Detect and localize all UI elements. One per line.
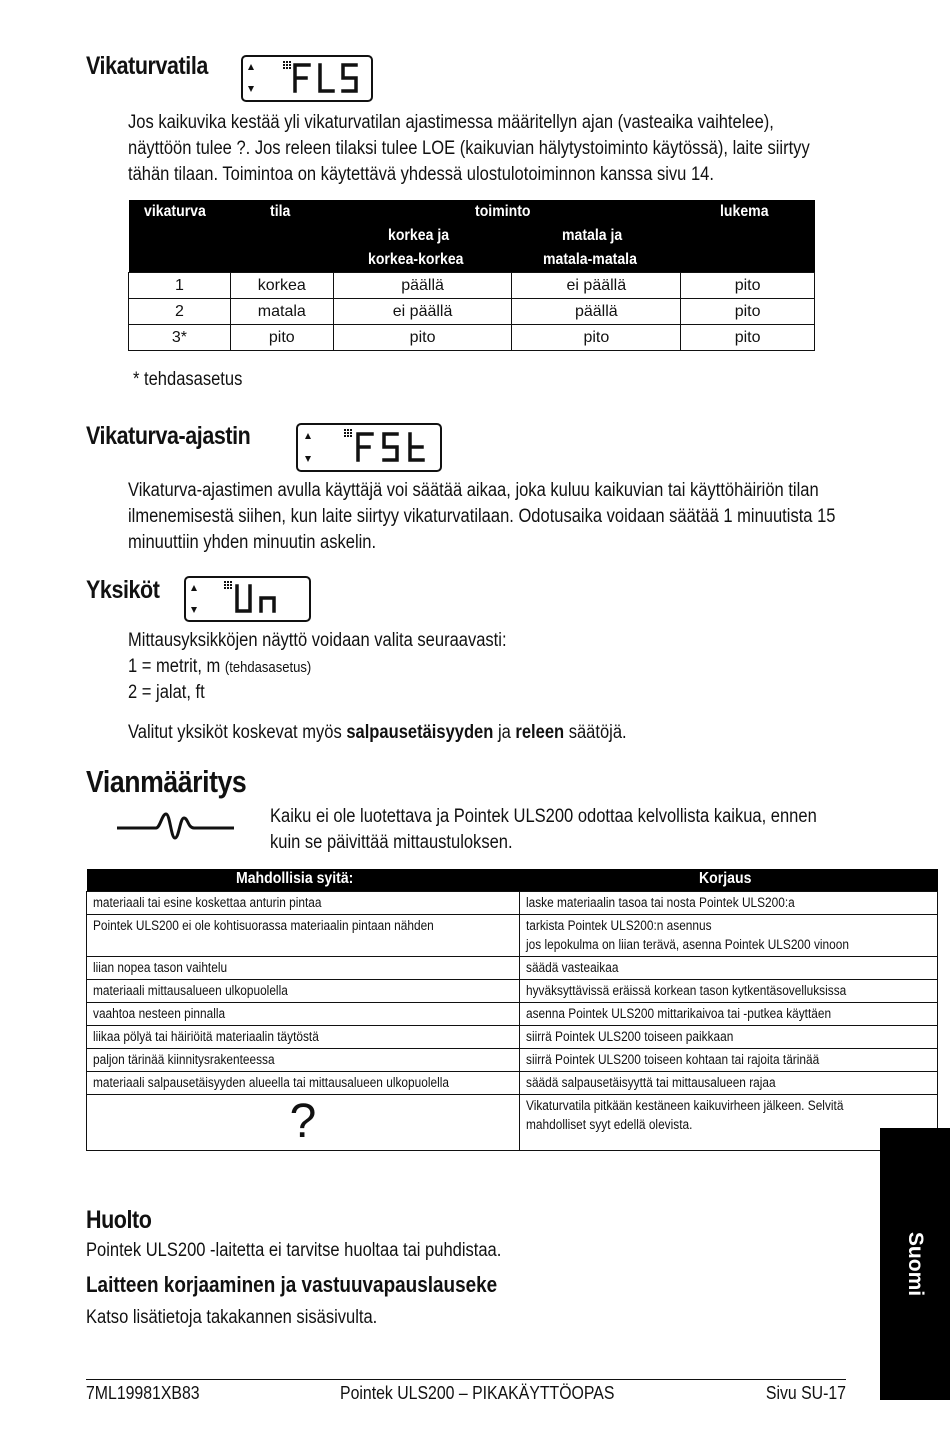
up-arrow-icon [191,585,197,591]
lcd-display-fls [241,55,373,102]
failsafe-paragraph: Jos kaikuvika kestää yli vikaturvatilan ajastimessa määritellyn ajan (vasteaika vaihtelee), näyttöön tulee ?. Jos releen tilaksi tulee LOE (kaikuvian hälytystoiminto käytössä), laite siirtyy tähän tilaan. Toimintoa on käytettävä yhdessä ulostulotoiminnon kanssa sivu 14. [128,112,810,185]
maintenance-paragraph: Pointek ULS200 -laitetta ei tarvitse huoltaa tai puhdistaa. [86,1240,502,1261]
units-intro: Mittausyksikköjen näyttö voidaan valita seuraavasti: [128,630,507,651]
table-row: 2 matala ei päällä päällä pito [129,299,815,325]
down-arrow-icon [191,607,197,613]
up-arrow-icon [248,64,254,70]
table-row: 1 korkea päällä ei päällä pito [129,273,815,299]
table-row: materiaali tai esine koskettaa anturin pintaa laske materiaalin tasoa tai nosta Pointek ULS200:a [87,892,938,915]
failsafe-heading: Vikaturvatila [86,52,208,80]
failsafe-symbol: ? [87,1095,520,1151]
echo-waveform-icon [116,808,236,844]
table-row: materiaali salpausetäisyyden alueella tai mittausalueen ulkopuolella säädä salpausetäisyyttä tai mittausalueen rajaa [87,1072,938,1095]
footer-doc-number: 7ML19981XB83 [86,1383,200,1403]
table-row: paljon tärinää kiinnitysrakenteessa siirrä Pointek ULS200 toiseen kohtaan tai rajoita tärinää [87,1049,938,1072]
table-row: liikaa pölyä tai häiriöitä materiaalin täytöstä siirrä Pointek ULS200 toiseen paikkaan [87,1026,938,1049]
table-row: 3* pito pito pito pito [129,325,815,351]
units-note: Valitut yksiköt koskevat myös salpausetäisyyden ja releen säätöjä. [128,722,627,743]
footer-rule [86,1379,846,1380]
segment-chars-fst [358,434,423,460]
footer-page-number: Sivu SU-17 [765,1383,846,1403]
down-arrow-icon [305,456,311,462]
col-header-failsafe: vikaturva [129,200,231,224]
col-header-state: tila [230,200,333,224]
timer-heading: Vikaturva-ajastin [86,422,251,450]
col-header-reading: lukema [681,200,815,224]
factory-setting-note: * tehdasasetus [133,369,243,390]
table-row: Pointek ULS200 ei ole kohtisuorassa materiaalin pintaan nähden tarkista Pointek ULS200:n asennus jos lepokulma on liian terävä, asenna Pointek ULS200 vinoon [87,915,938,957]
lcd-display-un [184,576,311,622]
col-header-causes: Mahdollisia syitä: [87,869,520,892]
lcd-display-fst [296,423,442,472]
maintenance-heading: Huolto [86,1206,152,1234]
segment-grid-icon [344,429,352,437]
failsafe-table: vikaturva tila toiminto lukema korkea ja matala ja korkea-korkea matala-matala 1 korkea päällä ei päällä pito 2 matala ei päällä päällä pito 3* pito pito pito pito [128,200,815,351]
units-heading: Yksiköt [86,576,160,604]
down-arrow-icon [248,86,254,92]
units-option-2: 2 = jalat, ft [128,682,205,703]
segment-grid-icon [224,581,232,589]
footer-title: Pointek ULS200 – PIKAKÄYTTÖOPAS [340,1383,615,1403]
diagnostics-intro: Kaiku ei ole luotettava ja Pointek ULS200 odottaa kelvollista kaikua, ennen kuin se päivittää mittaustuloksen. [270,806,817,853]
table-row: vaahtoa nesteen pinnalla asenna Pointek ULS200 mittarikaivoa tai -putkea käyttäen [87,1003,938,1026]
segment-grid-icon [283,61,291,69]
units-option-1: 1 = metrit, m (tehdasasetus) [128,656,312,677]
segment-chars-fls [295,65,356,91]
language-tab [880,1128,950,1400]
timer-paragraph: Vikaturva-ajastimen avulla käyttäjä voi säätää aikaa, joka kuluu kaikuvian tai käyttöhäiriön tilan ilmenemisestä siihen, kun laite siirtyy vikaturvatilaan. Odotusaika voidaan säätää 1 minuutista 15 minuuttiin yhden minuutin askelin. [128,480,836,553]
table-row: materiaali mittausalueen ulkopuolella hyväksyttävissä eräissä korkean tason kytkentäsovelluksissa [87,980,938,1003]
table-row: ? Vikaturvatila pitkään kestäneen kaikuvirheen jälkeen. Selvitä mahdolliset syyt edellä olevista. [87,1095,938,1151]
diagnostics-heading: Vianmääritys [86,764,247,799]
table-row: liian nopea tason vaihtelu säädä vasteaikaa [87,957,938,980]
col-header-function: toiminto [333,200,681,224]
language-tab-label: Suomi [904,1231,927,1297]
repair-heading: Laitteen korjaaminen ja vastuuvapauslauseke [86,1272,498,1297]
col-header-fix: Korjaus [520,869,938,892]
segment-chars-un [237,586,274,611]
repair-paragraph: Katso lisätietoja takakannen sisäsivulta. [86,1307,378,1328]
up-arrow-icon [305,433,311,439]
troubleshooting-table [86,869,938,1151]
